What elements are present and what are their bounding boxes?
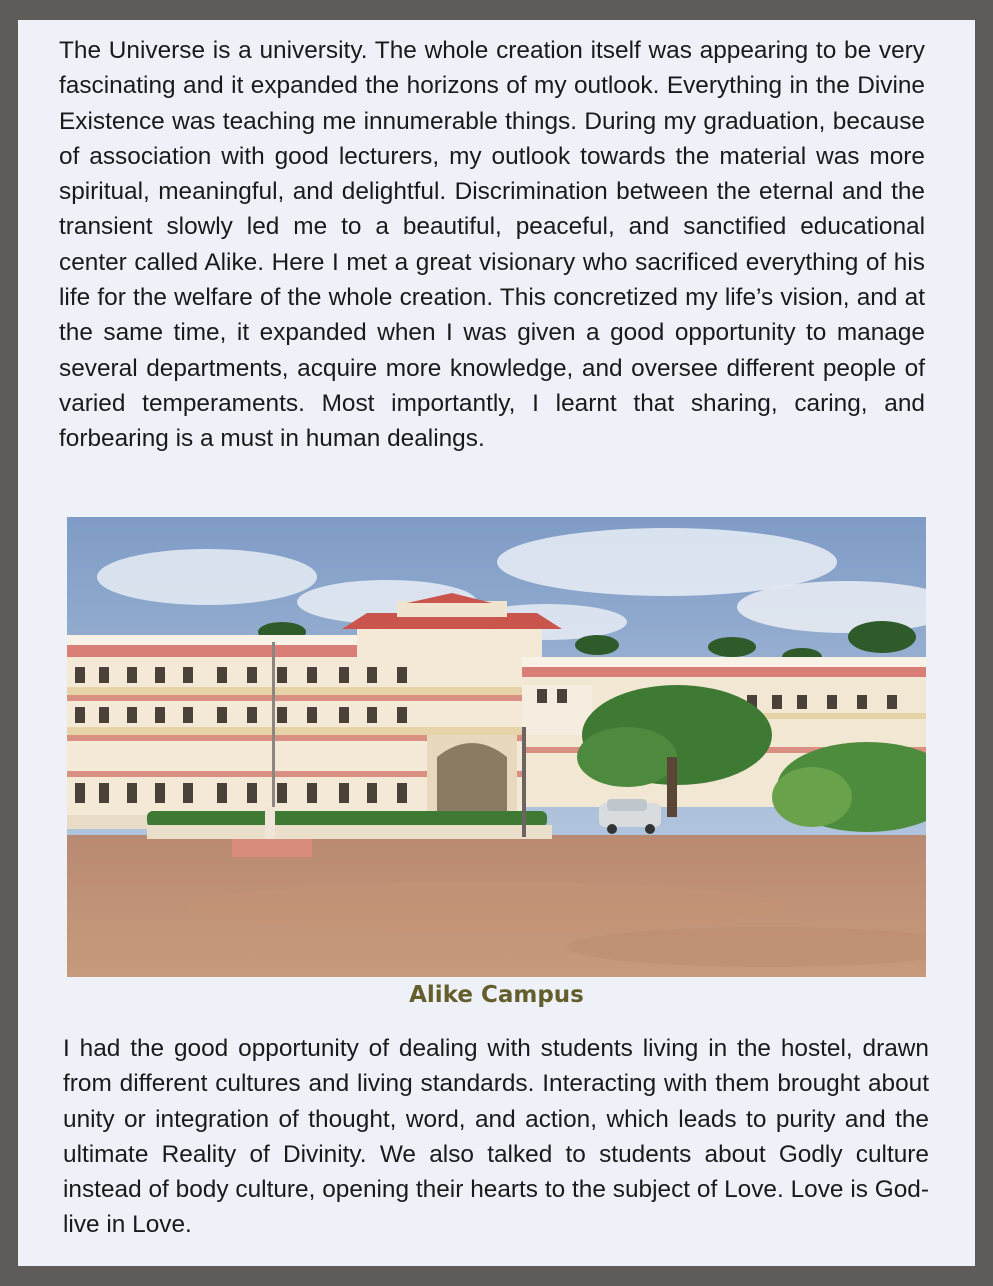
photo-caption: Alike Campus [409,982,584,1008]
body-paragraph-intro: The Universe is a university. The whole creation itself was appearing to be very fascinating and it expanded the horizons of my outlook. Everything in the Divine Existence was teaching me innumerable things. During my graduation, because of association with good lecturers, my outlook towards the material was more spiritual, meaningful, and delightful. Discrimination between the eternal and the transient slowly led me to a beautiful, peaceful, and sanctified educational center called Alike. Here I met a great visionary who sacrificed everything of his life for the welfare of the whole creation. This concretized my life’s vision, and at the same time, it expanded when I was given a good opportunity to manage several departments, acquire more knowledge, and oversee different people of varied temperaments. Most importantly, I learnt that sharing, caring, and forbearing is a must in human dealings. [59,37,925,453]
body-paragraph-hostel: I had the good opportunity of dealing with students living in the hostel, drawn from different cultures and living standards. Interacting with them brought about unity or integration of thought, word, and action, which leads to purity and the ultimate Reality of Divinity. We also talked to students about Godly culture instead of body culture, opening their hearts to the subject of Love. Love is God- live in Love. [63,1035,929,1239]
campus-photo [67,517,926,977]
document-page [18,20,975,1266]
